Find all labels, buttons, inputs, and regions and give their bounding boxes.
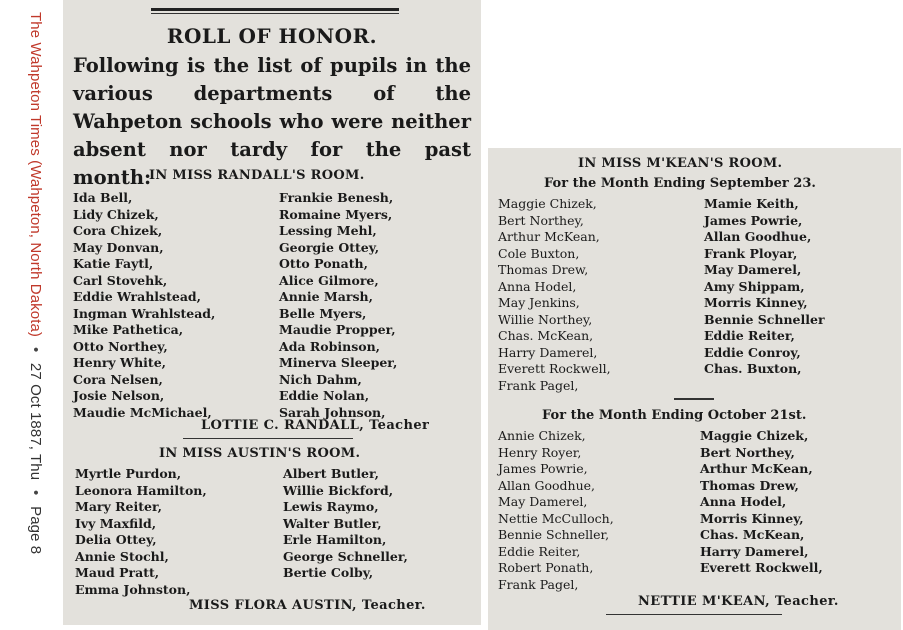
intro-paragraph: Following is the list of pupils in the various departments of the Wahpeton schools who were neither absent nor tardy for the past month: [73, 54, 471, 189]
october-title: For the Month Ending October 21st. [542, 408, 807, 423]
pupil-name: Georgie Ottey, [279, 239, 380, 255]
pupil-name: Bert Northey, [700, 444, 795, 460]
citation-sidebar [0, 0, 54, 630]
pupil-name: Otto Ponath, [279, 256, 368, 271]
section-divider [183, 438, 353, 439]
top-rule-thin [151, 13, 399, 14]
mckean-room-title: IN MISS M'KEAN'S ROOM. [578, 156, 783, 171]
pupil-name: May Jenkins, [498, 295, 580, 310]
pupil-name: Lidy Chizek, [73, 206, 159, 222]
bottom-rule [606, 614, 782, 615]
pupil-name: Amy Shippam, [704, 278, 805, 294]
pupil-name: Mamie Keith, [704, 196, 799, 211]
pupil-name: Romaine Myers, [279, 206, 393, 222]
publication-date: 27 Oct 1887, Thu [27, 362, 44, 481]
september-title: For the Month Ending September 23. [544, 176, 816, 191]
publication-name: The Wahpeton Times (Wahpeton, North Dakota) [27, 12, 44, 337]
randall-column-2 [279, 190, 397, 421]
pupil-name: Arthur McKean, [498, 229, 600, 244]
pupil-name: Everett Rockwell, [700, 560, 823, 575]
pupil-name: Eddie Reiter, [704, 328, 795, 343]
pupil-name: Thomas Drew, [700, 477, 799, 493]
pupil-name: Maggie Chizek, [498, 196, 597, 211]
pupil-name: Chas. Buxton, [704, 361, 802, 376]
pupil-name: Frank Pagel, [498, 576, 579, 592]
pupil-name: Annie Stochl, [75, 548, 169, 564]
austin-room-title: IN MISS AUSTIN'S ROOM. [159, 446, 361, 461]
pupil-name: Carl Stovehk, [73, 272, 168, 288]
pupil-name: Henry White, [73, 355, 167, 370]
pupil-name: Myrtle Purdon, [75, 466, 182, 481]
pupil-name: Bertie Colby, [283, 565, 374, 580]
pupil-name: Anna Hodel, [700, 494, 787, 509]
pupil-name: Ada Robinson, [279, 338, 381, 354]
pupil-name: Nich Dahm, [279, 371, 362, 387]
pupil-name: Cole Buxton, [498, 245, 580, 261]
pupil-name: Mary Reiter, [75, 499, 162, 514]
pupil-name: Chas. McKean, [498, 328, 594, 343]
pupil-name: Erle Hamilton, [283, 532, 387, 547]
pupil-name: Annie Marsh, [279, 289, 373, 304]
pupil-name: Leonora Hamilton, [75, 482, 207, 498]
page-number: Page 8 [27, 506, 44, 555]
pupil-name: Allan Goodhue, [498, 477, 596, 493]
pupil-name: Arthur McKean, [700, 461, 813, 476]
pupil-name: George Schneller, [283, 548, 408, 564]
pupil-name: Harry Damerel, [498, 344, 598, 360]
pupil-name: May Damerel, [704, 262, 802, 277]
pupil-name: James Powrie, [704, 212, 803, 228]
pupil-name: Sarah Johnson, [279, 404, 386, 420]
pupil-name: Josie Nelson, [73, 388, 165, 403]
pupil-name: Katie Faytl, [73, 256, 154, 271]
pupil-name: Walter Butler, [283, 515, 382, 531]
pupil-name: Ingman Wrahlstead, [73, 305, 216, 321]
october-column-2 [700, 428, 823, 577]
pupil-name: Annie Chizek, [498, 428, 586, 443]
pupil-name: Allan Goodhue, [704, 229, 812, 244]
pupil-name: Belle Myers, [279, 305, 367, 321]
separator-dot: • [27, 347, 44, 353]
pupil-name: Frank Ployar, [704, 245, 798, 261]
pupil-name: Maggie Chizek, [700, 428, 809, 443]
pupil-name: Henry Royer, [498, 444, 582, 460]
september-column-2 [704, 196, 825, 378]
pupil-name: Harry Damerel, [700, 543, 809, 559]
pupil-name: Maudie McMichael, [73, 404, 212, 420]
pupil-name: Maud Pratt, [75, 565, 160, 580]
pupil-name: Bennie Schneller, [498, 527, 610, 542]
clipping-roll-of-honor [63, 0, 481, 625]
pupil-name: Cora Chizek, [73, 223, 163, 238]
pupil-name: Frankie Benesh, [279, 190, 394, 205]
pupil-name: Minerva Sleeper, [279, 355, 398, 370]
pupil-name: Cora Nelsen, [73, 371, 163, 387]
pupil-name: Thomas Drew, [498, 262, 589, 277]
pupil-name: Eddie Wrahlstead, [73, 289, 202, 304]
separator-dot: • [27, 490, 44, 496]
mckean-teacher: NETTIE M'KEAN, Teacher. [638, 594, 839, 609]
pupil-name: James Powrie, [498, 461, 588, 476]
pupil-name: Willie Bickford, [283, 482, 394, 498]
pupil-name: Otto Northey, [73, 338, 168, 354]
pupil-name: Frank Pagel, [498, 377, 579, 393]
pupil-name: Maudie Propper, [279, 322, 396, 337]
pupil-name: Eddie Conroy, [704, 344, 801, 360]
pupil-name: Delia Ottey, [75, 532, 157, 547]
austin-column-2 [283, 466, 408, 582]
pupil-name: Emma Johnston, [75, 581, 191, 597]
randall-teacher: LOTTIE C. RANDALL, Teacher [201, 418, 430, 433]
pupil-name: Morris Kinney, [700, 510, 804, 526]
september-column-1 [498, 196, 611, 394]
pupil-name: Bennie Schneller [704, 311, 825, 327]
clipping-mckean-room [488, 148, 901, 630]
pupil-name: Robert Ponath, [498, 560, 594, 575]
pupil-name: Ivy Maxfild, [75, 515, 157, 531]
pupil-name: Morris Kinney, [704, 295, 808, 310]
pupil-name: Bert Northey, [498, 212, 584, 228]
randall-column-1 [73, 190, 215, 421]
randall-room-title: IN MISS RANDALL'S ROOM. [149, 168, 365, 183]
austin-column-1 [75, 466, 207, 598]
headline: ROLL OF HONOR. [166, 24, 378, 48]
pupil-name: Mike Pathetica, [73, 322, 184, 337]
pupil-name: Alice Gilmore, [279, 272, 379, 288]
austin-teacher: MISS FLORA AUSTIN, Teacher. [189, 598, 426, 613]
pupil-name: May Damerel, [498, 494, 588, 509]
pupil-name: Eddie Nolan, [279, 388, 370, 403]
pupil-name: Lessing Mehl, [279, 223, 377, 238]
pupil-name: May Donvan, [73, 239, 164, 255]
pupil-name: Ida Bell, [73, 190, 133, 205]
pupil-name: Anna Hodel, [498, 278, 577, 294]
pupil-name: Albert Butler, [283, 466, 380, 481]
pupil-name: Willie Northey, [498, 311, 593, 327]
pupil-name: Lewis Raymo, [283, 499, 379, 514]
october-column-1 [498, 428, 614, 593]
pupil-name: Eddie Reiter, [498, 543, 581, 559]
pupil-name: Nettie McCulloch, [498, 510, 614, 526]
pupil-name: Chas. McKean, [700, 527, 805, 542]
section-divider [674, 398, 714, 400]
top-rule [151, 8, 399, 11]
pupil-name: Everett Rockwell, [498, 361, 611, 376]
citation-text [27, 12, 44, 554]
